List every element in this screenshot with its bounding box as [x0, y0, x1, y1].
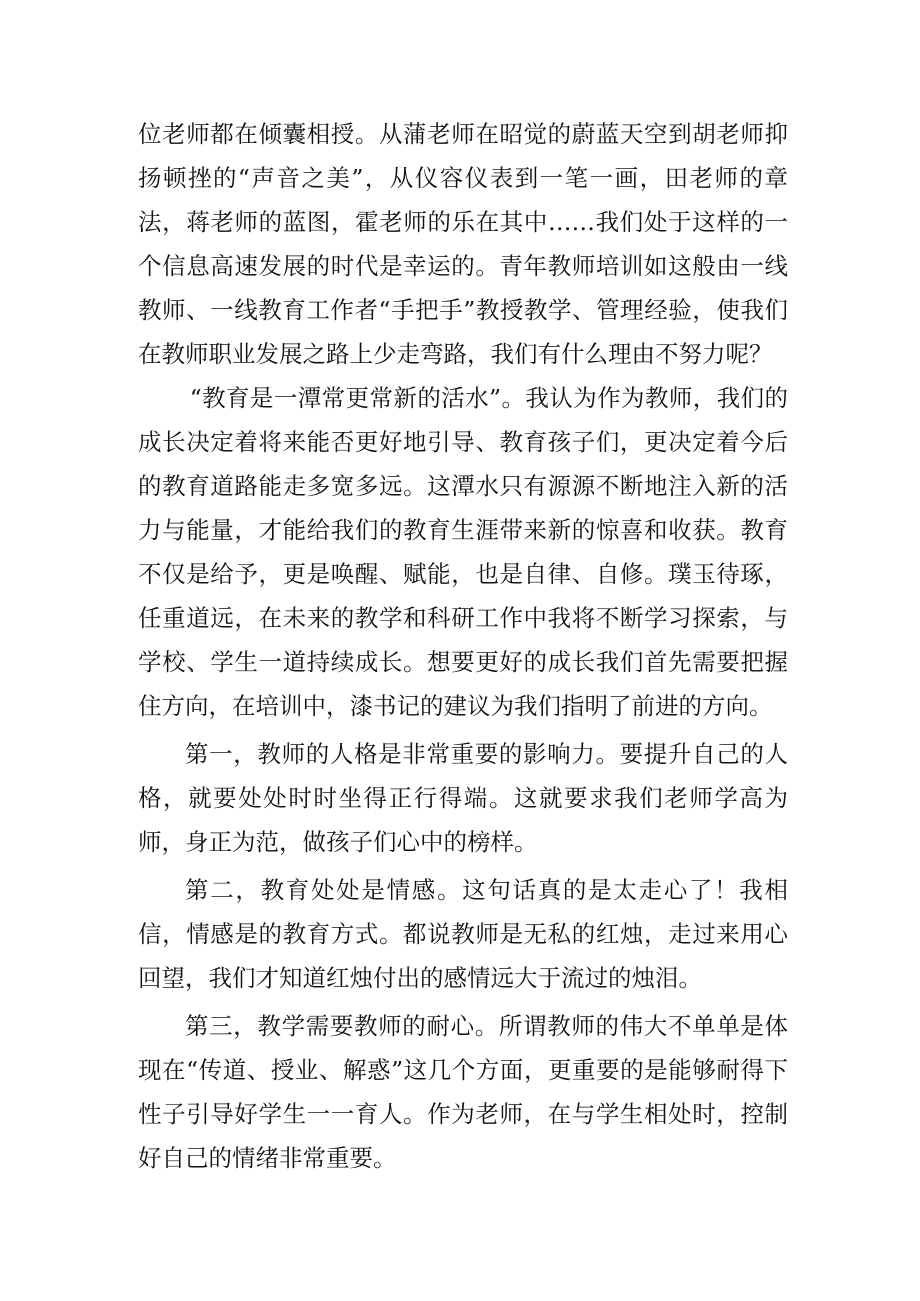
paragraph-1: 位老师都在倾囊相授。从蒲老师在昭觉的蔚蓝天空到胡老师抑扬顿挫的“声音之美”，从仪容仪表到一笔一画，田老师的章法，蒋老师的蓝图，霍老师的乐在其中……我们处于这样的一个信息高速发展的时代是幸运的。青年教师培训如这般由一线教师、一线教育工作者“手把手”教授教学、管理经验，使我们在教师职业发展之路上少走弯路，我们有什么理由不努力呢？ [138, 120, 788, 368]
document-body [138, 112, 788, 1180]
paragraph-3: 第一，教师的人格是非常重要的影响力。要提升自己的人格，就要处处时时坐得正行得端。这就要求我们老师学高为师，身正为范，做孩子们心中的榜样。 [138, 740, 788, 856]
paragraph-2: “教育是一潭常更常新的活水”。我认为作为教师，我们的成长决定着将来能否更好地引导、教育孩子们，更决定着今后的教育道路能走多宽多远。这潭水只有源源不断地注入新的活力与能量，才能给我们的教育生涯带来新的惊喜和收获。教育不仅是给予，更是唤醒、赋能，也是自律、自修。璞玉待琢，任重道远，在未来的教学和科研工作中我将不断学习探索，与学校、学生一道持续成长。想要更好的成长我们首先需要把握住方向，在培训中，漆书记的建议为我们指明了前进的方向。 [138, 384, 788, 720]
paragraph-5: 第三，教学需要教师的耐心。所谓教师的伟大不单单是体现在“传道、授业、解惑”这几个方面，更重要的是能够耐得下性子引导好学生一一育人。作为老师，在与学生相处时，控制好自己的情绪非常重要。 [138, 1012, 788, 1172]
paragraph-4: 第二，教育处处是情感。这句话真的是太走心了！我相信，情感是的教育方式。都说教师是无私的红烛，走过来用心回望，我们才知道红烛付出的感情远大于流过的烛泪。 [138, 876, 788, 992]
